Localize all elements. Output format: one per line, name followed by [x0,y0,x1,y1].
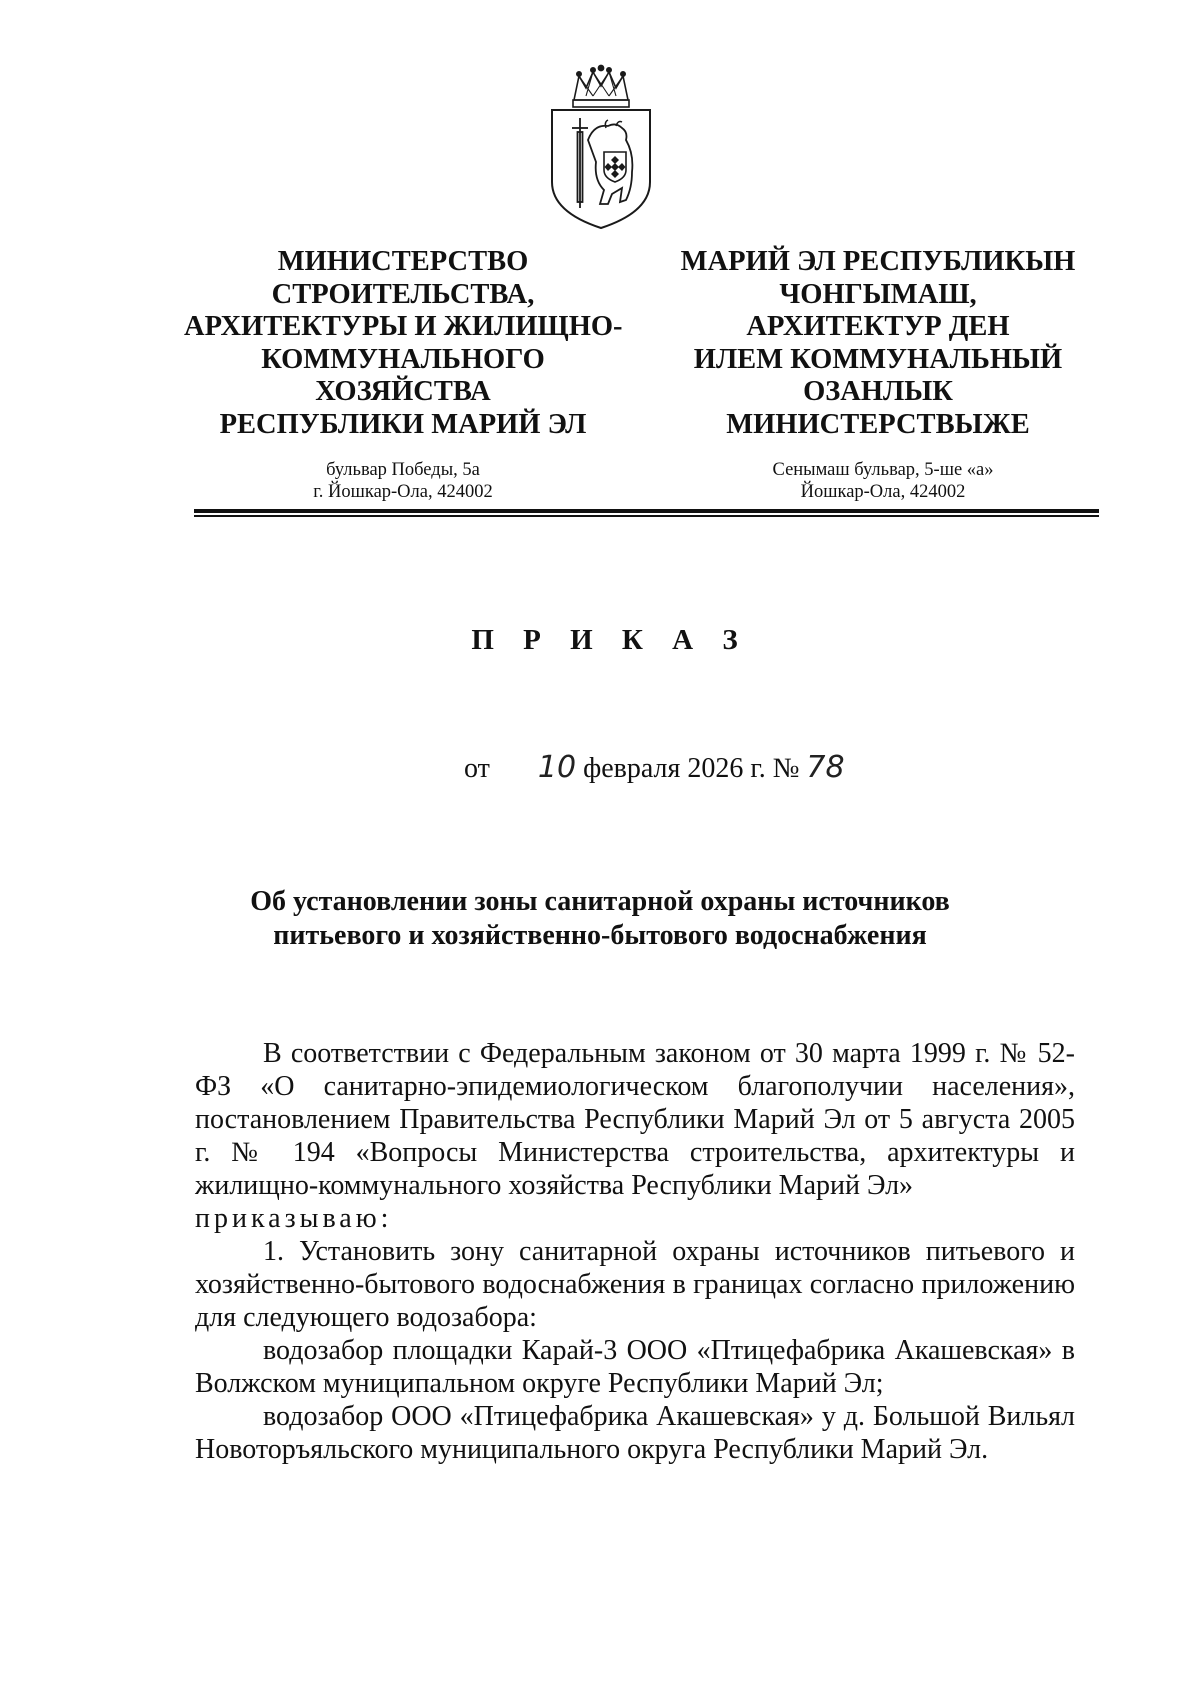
document-type-title: П Р И К А З [471,624,749,656]
water-intake-2: водозабор ООО «Птицефабрика Акашевская» у д. Большой Вильял Новоторъяльского муниципального округа Республики Марий Эл. [195,1401,1075,1465]
document-body [195,1037,1075,1466]
address-mari [720,459,1046,503]
document-date-line [464,750,845,785]
body-intro-paragraph: В соответствии с Федеральным законом от 30 марта 1999 г. № 52-ФЗ «О санитарно-эпидемиологическом благополучии населения», постановлением Правительства Республики Марий Эл от 5 августа 2005 г. № 194 «Вопросы Министерства строительства, архитектуры и жилищно-коммунального хозяйства Республики Марий Эл» [195,1038,1075,1201]
ministry-name-mari [655,246,1101,441]
subject-line: Об установлении зоны санитарной охраны источников [250,886,950,917]
address-line: бульвар Победы, 5а [326,460,480,480]
address-line: Сенымаш бульвар, 5-ше «а» [772,460,994,480]
subject-line: питьевого и хозяйственно-бытового водоснабжения [273,920,927,951]
header-line: ЧОНГЫМАШ, [779,278,977,310]
header-line: МИНИСТЕРСТВО [277,246,529,277]
header-divider-thin [194,515,1099,517]
header-line: ОЗАНЛЫК [803,376,953,407]
body-item-1: 1. Установить зону санитарной охраны источников питьевого и хозяйственно-бытового водоснабжения в границах согласно приложению для следующего водозабора: [195,1236,1075,1333]
small-shield-icon [604,152,626,182]
decree-word: приказываю: [195,1203,393,1234]
header-line: МИНИСТЕРСТВЫЖЕ [726,408,1030,440]
ministry-name-russian [184,246,622,441]
header-line: АРХИТЕКТУР ДЕН [746,311,1010,342]
address-russian [240,459,566,503]
water-intake-1: водозабор площадки Карай-3 ООО «Птицефабрика Акашевская» в Волжском муниципальном округе Республики Марий Эл; [195,1335,1075,1399]
coat-of-arms-icon [546,62,656,232]
document-subject [0,885,1200,953]
header-line: КОММУНАЛЬНОГО [261,343,545,375]
document-number-handwritten: 78 [806,750,845,785]
crown-icon [573,65,629,107]
date-month-year: февраля 2026 г. № [583,753,800,784]
header-line: ХОЗЯЙСТВА [315,376,491,407]
date-day-handwritten: 10 [537,750,577,785]
header-line: ИЛЕМ КОММУНАЛЬНЫЙ [693,343,1063,375]
shield-outline [552,110,650,228]
date-prefix: от [464,753,490,784]
header-line: СТРОИТЕЛЬСТВА, [271,278,535,310]
header-line: РЕСПУБЛИКИ МАРИЙ ЭЛ [219,408,587,440]
address-line: г. Йошкар-Ола, 424002 [313,482,493,502]
header-line: АРХИТЕКТУРЫ И ЖИЛИЩНО- [184,311,623,342]
address-line: Йошкар-Ола, 424002 [800,482,966,502]
header-divider-thick [194,509,1099,513]
sword-icon [572,118,588,208]
header-line: МАРИЙ ЭЛ РЕСПУБЛИКЫН [680,246,1076,277]
